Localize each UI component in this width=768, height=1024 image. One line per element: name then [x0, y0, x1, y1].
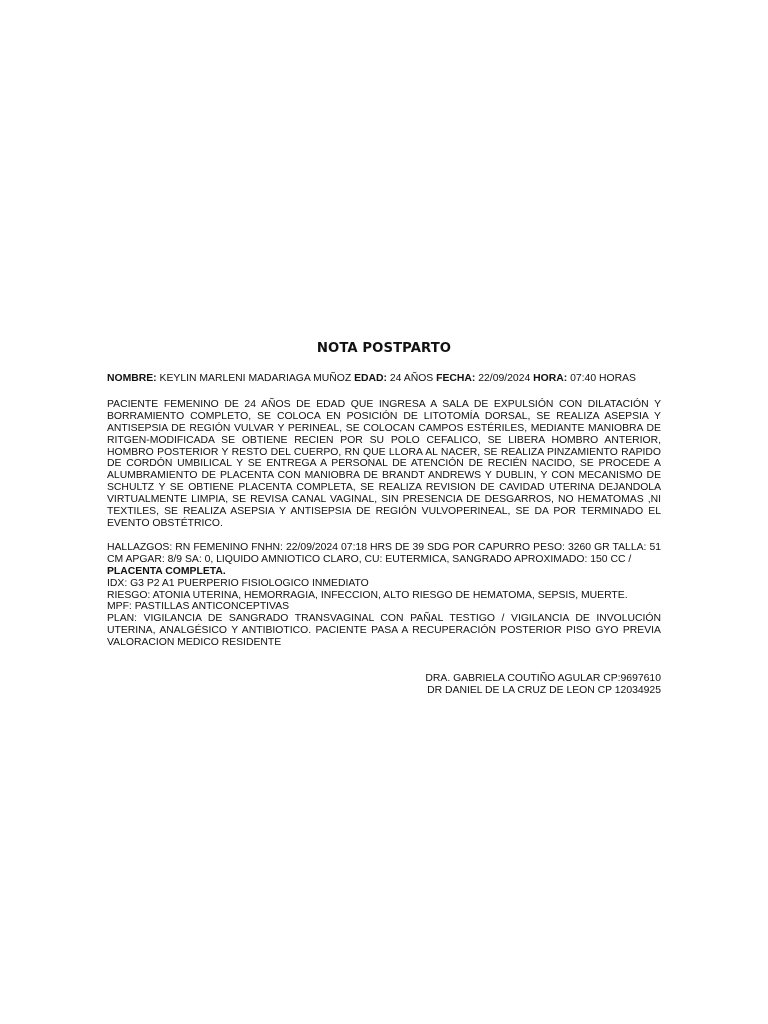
- hora-label: HORA:: [533, 373, 568, 384]
- signature-line: DRA. GABRIELA COUTIÑO AGULAR CP:9697610: [425, 673, 661, 685]
- fecha-label: FECHA:: [436, 373, 476, 384]
- signature-line: DR DANIEL DE LA CRUZ DE LEON CP 12034925: [427, 684, 661, 696]
- idx-line: IDX: G3 P2 A1 PUERPERIO FISIOLOGICO INMEDIATO: [107, 577, 369, 589]
- hallazgos-line: HALLAZGOS: RN FEMENINO FNHN: 22/09/2024 07:18 HRS DE 39 SDG POR CAPURRO PESO: 3260 GR TALLA: 51 CM APGAR: 8/9 SA: 0, LIQUIDO AMNIOTICO CLARO, CU: EUTERMICA, SANGRADO APROXIMADO: 150 CC /: [107, 541, 661, 565]
- nombre-label: NOMBRE:: [107, 373, 157, 384]
- edad-value: 24 AÑOS: [387, 373, 437, 384]
- fecha-value: 22/09/2024: [475, 373, 534, 384]
- hallazgos-text: [107, 542, 661, 566]
- document-title: NOTA POSTPARTO: [316, 341, 452, 356]
- riesgo-line: RIESGO: ATONIA UTERINA, HEMORRAGIA, INFECCION, ALTO RIESGO DE HEMATOMA, SEPSIS, MUERTE.: [107, 589, 628, 601]
- document-page: [107, 340, 661, 697]
- plan-line: PLAN: VIGILANCIA DE SANGRADO TRANSVAGINAL CON PAÑAL TESTIGO / VIGILANCIA DE INVOLUCIÓN UTERINA, ANALGÉSICO Y ANTIBIOTICO. PACIENTE PASA A RECUPERACIÓN POSTERIOR PISO GYO PREVIA VALORACION MEDICO RESIDENTE: [107, 613, 661, 649]
- mpf-line: MPF: PASTILLAS ANTICONCEPTIVAS: [107, 601, 290, 613]
- edad-label: EDAD:: [354, 373, 388, 384]
- placenta-completa: PLACENTA COMPLETA.: [107, 565, 226, 577]
- hora-value: 07:40 HORAS: [567, 373, 636, 384]
- findings-block: [107, 542, 661, 649]
- nombre-value: KEYLIN MARLENI MADARIAGA MUÑOZ: [156, 373, 355, 384]
- procedure-narrative: PACIENTE FEMENINO DE 24 AÑOS DE EDAD QUE INGRESA A SALA DE EXPULSIÓN CON DILATACIÓN Y BORRAMIENTO COMPLETO, SE COLOCA EN POSICIÓN DE LITOTOMÍA DORSAL, SE REALIZA ASEPSIA Y ANTISEPSIA DE REGIÓN VULVAR Y PERINEAL, SE COLOCAN CAMPOS ESTÉRILES, MEDIANTE MANIOBRA DE RITGEN-MODIFICADA SE OBTIENE RECIEN POR SU POLO CEFALICO, SE LIBERA HOMBRO ANTERIOR, HOMBRO POSTERIOR Y RESTO DEL CUERPO, RN QUE LLORA AL NACER, SE REALIZA PINZAMIENTO RAPIDO DE CORDÓN UMBILICAL Y SE ENTREGA A PERSONAL DE ATENCIÓN DE RECIÉN NACIDO, SE PROCEDE A ALUMBRAMIENTO DE PLACENTA CON MANIOBRA DE BRANDT ANDREWS Y DUBLIN, Y CON MECANISMO DE SCHULTZ Y SE OBTIENE PLACENTA COMPLETA, SE REALIZA REVISION DE CAVIDAD UTERINA DEJANDOLA VIRTUALMENTE LIMPIA, SE REVISA CANAL VAGINAL, SIN PRESENCIA DE DESGARROS, NO HEMATOMAS ,NI TEXTILES, SE REALIZA ASEPSIA Y ANTISEPSIA DE REGIÓN VULVOPERINEAL, SE DA POR TERMINADO EL EVENTO OBSTÉTRICO.: [107, 398, 661, 529]
- signature-block: [107, 673, 661, 697]
- patient-header: [107, 373, 661, 385]
